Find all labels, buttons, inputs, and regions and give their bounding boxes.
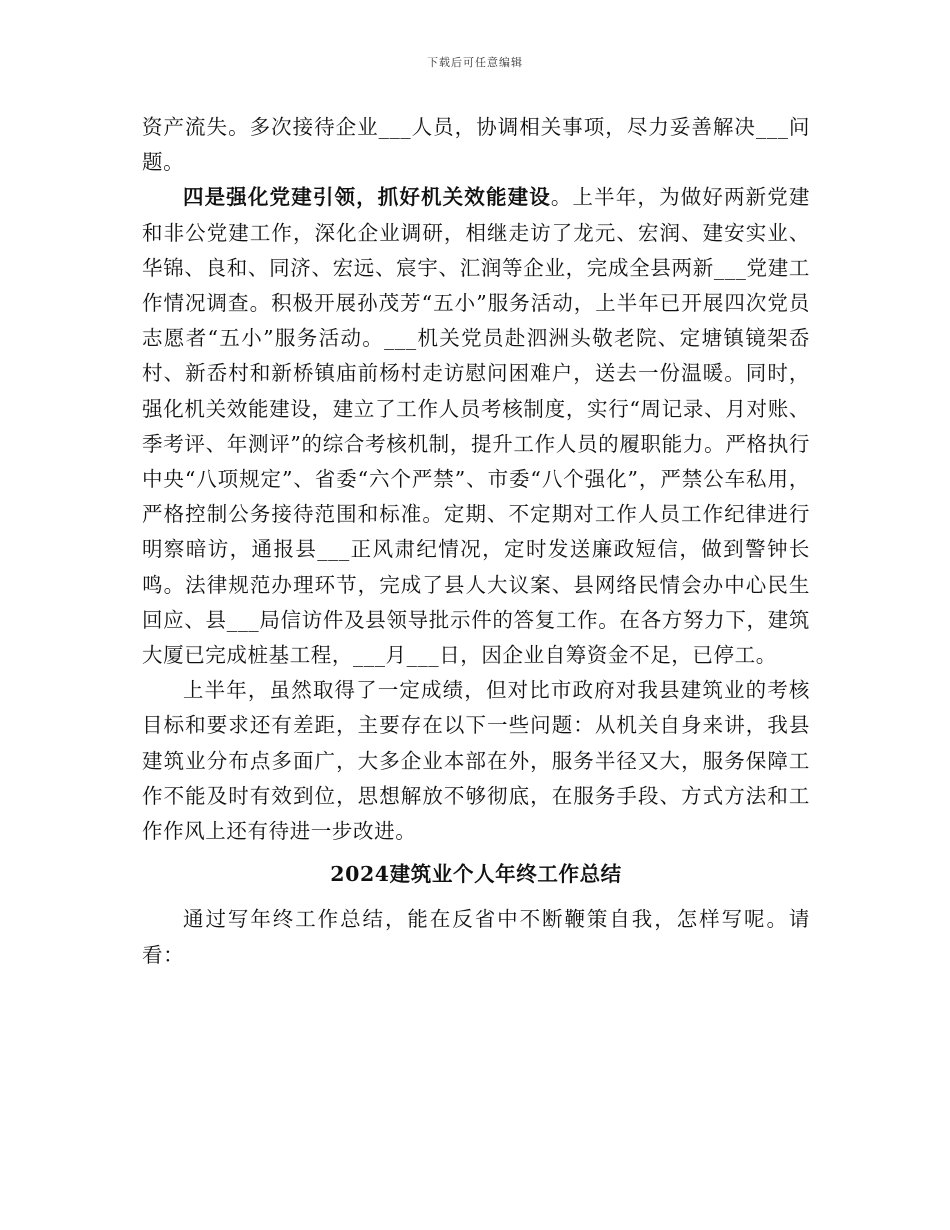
paragraph-lead-heading: 四是强化党建引领，抓好机关效能建设	[183, 185, 551, 210]
paragraph-intro: 通过写年终工作总结，能在反省中不断鞭策自我，怎样写呢。请看：	[142, 907, 810, 967]
paragraph-asset-loss: 资产流失。多次接待企业___人员，协调相关事项，尽力妥善解决___问题。	[142, 115, 810, 175]
document-title: 2024建筑业个人年终工作总结	[330, 862, 622, 887]
document-body	[142, 110, 810, 973]
paragraph-party-building	[142, 180, 810, 673]
page-header-note: 下载后可任意编辑	[427, 56, 523, 69]
paragraph-party-building-body: 。上半年，为做好两新党建和非公党建工作，深化企业调研，相继走访了龙元、宏润、建安实业、华锦、良和、同济、宏远、宸宇、汇润等企业，完成全县两新___党建工作情况调查。积极开展孙茂芳“五小”服务活动，上半年已开展四次党员志愿者“五小”服务活动。___机关党员赴泗洲头敬老院、定塘镇镜架岙村、新岙村和新桥镇庙前杨村走访慰问困难户，送去一份温暖。同时，强化机关效能建设，建立了工作人员考核制度，实行“周记录、月对账、季考评、年测评”的综合考核机制，提升工作人员的履职能力。严格执行中央“八项规定”、省委“六个严禁”、市委“八个强化”，严禁公车私用，严格控制公务接待范围和标准。定期、不定期对工作人员工作纪律进行明察暗访，通报县___正风肃纪情况，定时发送廉政短信，做到警钟长鸣。法律规范办理环节，完成了县人大议案、县网络民情会办中心民生回应、县___局信访件及县领导批示件的答复工作。在各方努力下，建筑大厦已完成桩基工程，___月___日，因企业自筹资金不足，已停工。	[142, 185, 811, 668]
paragraph-problems: 上半年，虽然取得了一定成绩，但对比市政府对我县建筑业的考核目标和要求还有差距，主要存在以下一些问题：从机关自身来讲，我县建筑业分布点多面广，大多企业本部在外，服务半径又大，服务保障工作不能及时有效到位，思想解放不够彻底，在服务手段、方式方法和工作作风上还有待进一步改进。	[142, 678, 810, 844]
